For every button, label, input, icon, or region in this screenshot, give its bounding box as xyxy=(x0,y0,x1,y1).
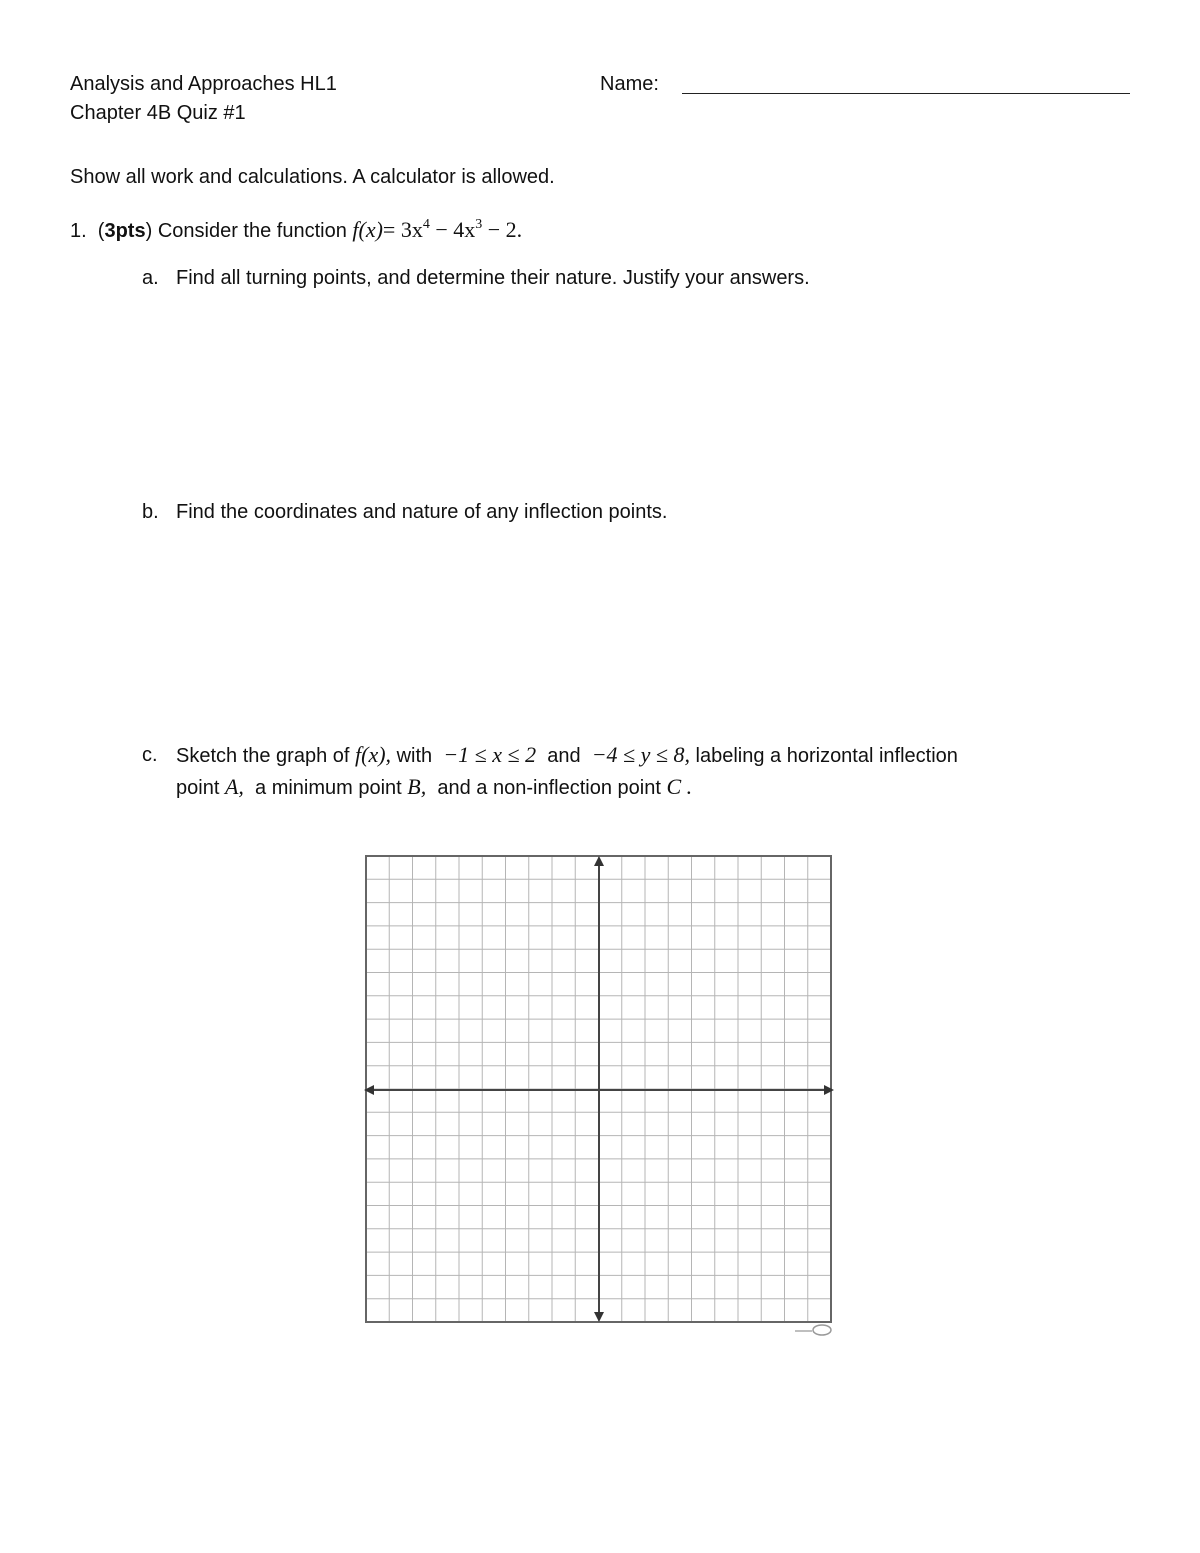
part-c-text-1: Sketch the graph of xyxy=(176,745,350,767)
question-points: 3pts xyxy=(104,220,146,242)
part-c-text-6: a minimum point xyxy=(255,777,402,799)
function-term-b: − 4x xyxy=(429,217,476,242)
y-axis-down-arrow xyxy=(594,1312,604,1322)
function-exp-b: 3 xyxy=(475,217,483,232)
name-field-line[interactable] xyxy=(682,93,1130,94)
course-title: Analysis and Approaches HL1 xyxy=(70,73,337,95)
instructions: Show all work and calculations. A calculator is allowed. xyxy=(70,166,555,188)
part-c-y-range: −4 ≤ y ≤ 8, xyxy=(591,742,690,767)
point-b-label: B, xyxy=(407,774,427,799)
part-c-func: f(x), xyxy=(355,742,392,767)
function-term-a: = 3x xyxy=(382,217,423,242)
part-c-text-7: and a non-inflection point xyxy=(437,777,661,799)
question-1: 1. (3pts) Consider the function $f(x)= 3x^4 - 4x^3 - 2$. xyxy=(70,217,523,242)
graph-grid[interactable] xyxy=(360,850,840,1340)
part-c-text-3: and xyxy=(547,745,581,767)
y-axis-up-arrow xyxy=(594,856,604,866)
part-c-text-4: labeling a horizontal inflection xyxy=(695,745,958,767)
part-b-letter: b. xyxy=(142,501,159,523)
part-b-text: Find the coordinates and nature of any inflection points. xyxy=(176,501,668,523)
point-c-label: C . xyxy=(666,774,693,799)
part-c-text-5: point xyxy=(176,777,220,799)
watermark-logo xyxy=(795,1325,831,1335)
quiz-title: Chapter 4B Quiz #1 xyxy=(70,102,246,124)
question-intro: Consider the function xyxy=(157,220,347,242)
part-c-letter: c. xyxy=(142,744,158,766)
point-a-label: A, xyxy=(224,774,244,799)
part-c-x-range: −1 ≤ x ≤ 2 xyxy=(443,742,537,767)
question-number: 1. xyxy=(70,220,87,242)
part-a-text: Find all turning points, and determine their nature. Justify your answers. xyxy=(176,267,810,289)
part-c-text-2: with xyxy=(396,745,433,767)
function-exp-a: 4 xyxy=(422,217,430,232)
function-term-c: − 2. xyxy=(482,217,523,242)
x-axis-right-arrow xyxy=(824,1085,834,1095)
name-label: Name: xyxy=(600,73,659,95)
function-name: f(x) xyxy=(352,217,383,242)
part-c-line-1 xyxy=(176,741,958,770)
part-a-letter: a. xyxy=(142,267,159,289)
part-c-line-2 xyxy=(176,773,692,802)
